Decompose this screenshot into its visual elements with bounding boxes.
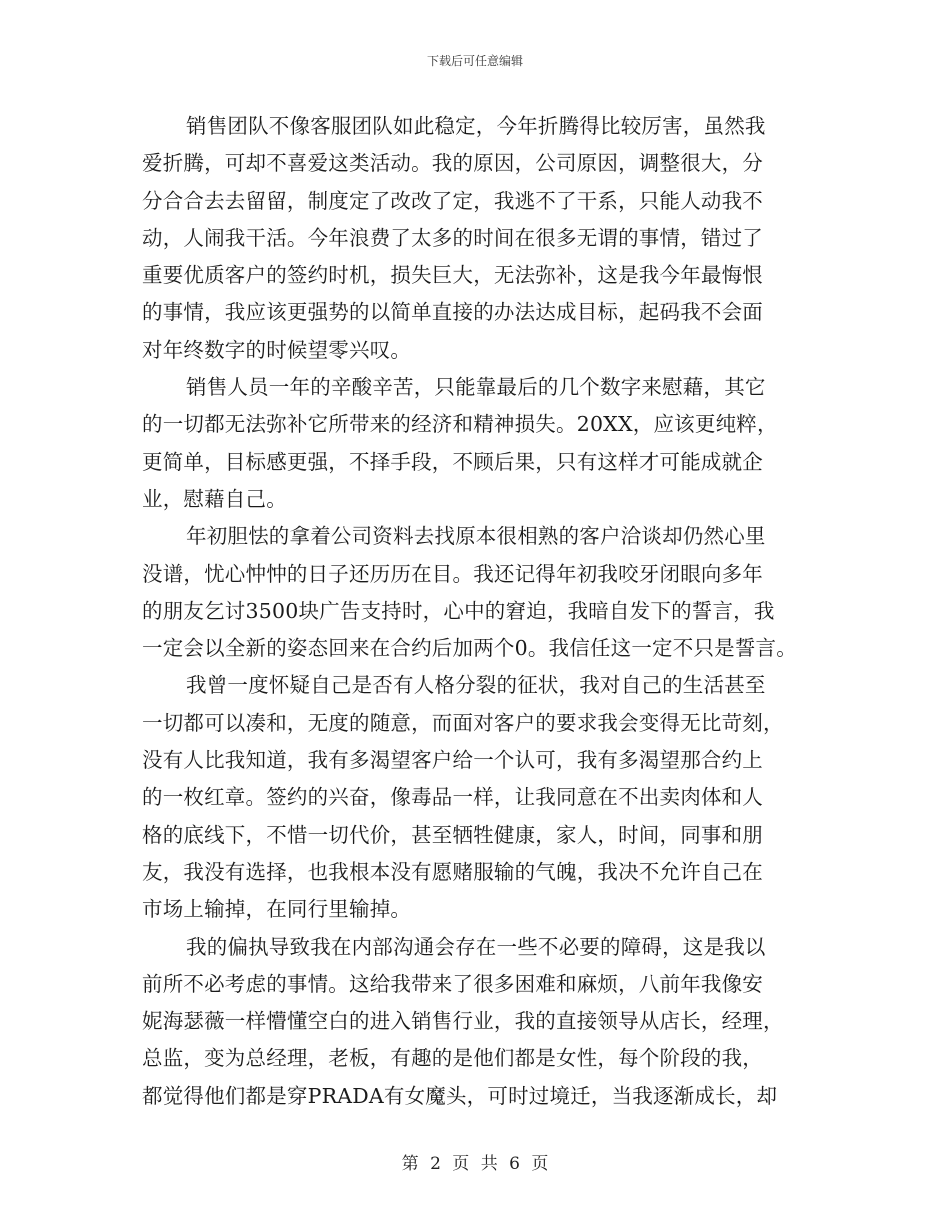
text-line: 都觉得他们都是穿PRADA有女魔头，可时过境迁，当我逐渐成长，却: [142, 1083, 778, 1108]
paragraph: [142, 369, 827, 518]
text-line: 分合合去去留留，制度定了改改了定，我逃不了干系，只能人动我不: [142, 188, 763, 213]
text-line: 业，慰藉自己。: [142, 486, 287, 511]
text-line: 更简单，目标感更强，不择手段，不顾后果，只有这样才可能成就企: [142, 449, 763, 474]
text-line: 动，人闹我干活。今年浪费了太多的时间在很多无谓的事情，错过了: [142, 225, 763, 250]
text-line: 前所不必考虑的事情。这给我带来了很多困难和麻烦，八前年我像安: [142, 971, 763, 996]
paragraph: [142, 667, 827, 928]
text-line: 对年终数字的时候望零兴叹。: [142, 337, 412, 362]
text-line: 我的偏执导致我在内部沟通会存在一些不必要的障碍，这是我以: [186, 934, 766, 959]
text-line: 销售人员一年的辛酸辛苦，只能靠最后的几个数字来慰藉，其它: [186, 375, 766, 400]
page-number: 第 2 页 共 6 页: [401, 1154, 549, 1174]
text-line: 的事情，我应该更强势的以简单直接的办法达成目标，起码我不会面: [142, 300, 763, 325]
page-header: 下载后可任意编辑: [426, 54, 523, 68]
text-line: 没有人比我知道，我有多渴望客户给一个认可，我有多渴望那合约上: [142, 748, 763, 773]
paragraph: [142, 108, 827, 369]
text-line: 一切都可以凑和，无度的随意，而面对客户的要求我会变得无比苛刻，: [142, 710, 784, 735]
text-line: 的一枚红章。签约的兴奋，像毒品一样，让我同意在不出卖肉体和人: [142, 785, 763, 810]
text-line: 市场上输掉，在同行里输掉。: [142, 897, 412, 922]
text-line: 格的底线下，不惜一切代价，甚至牺牲健康，家人，时间，同事和朋: [142, 822, 763, 847]
text-line: 的一切都无法弥补它所带来的经济和精神损失。20XX，应该更纯粹，: [142, 412, 778, 437]
text-line: 我曾一度怀疑自己是否有人格分裂的征状，我对自己的生活甚至: [186, 673, 766, 698]
text-line: 一定会以全新的姿态回来在合约后加两个0。我信任这一定不只是誓言。: [142, 636, 797, 661]
text-line: 年初胆怯的拿着公司资料去找原本很相熟的客户洽谈却仍然心里: [186, 524, 766, 549]
paragraph: [142, 518, 827, 667]
text-line: 没谱，忧心忡忡的日子还历历在目。我还记得年初我咬牙闭眼向多年: [142, 561, 763, 586]
text-line: 妮海瑟薇一样懵懂空白的进入销售行业，我的直接领导从店长，经理，: [142, 1009, 784, 1034]
text-line: 总监，变为总经理，老板，有趣的是他们都是女性，每个阶段的我，: [142, 1046, 763, 1071]
body-text: [142, 108, 827, 1115]
text-line: 的朋友乞讨3500块广告支持时，心中的窘迫，我暗自发下的誓言，我: [142, 598, 775, 623]
paragraph: [142, 929, 827, 1115]
text-line: 销售团队不像客服团队如此稳定，今年折腾得比较厉害，虽然我: [186, 114, 766, 138]
text-line: 爱折腾，可却不喜爱这类活动。我的原因，公司原因，调整很大，分: [142, 151, 763, 176]
text-line: 友，我没有选择，也我根本没有愿赌服输的气魄，我决不允许自己在: [142, 859, 763, 884]
text-line: 重要优质客户的签约时机，损失巨大，无法弥补，这是我今年最悔恨: [142, 263, 763, 288]
